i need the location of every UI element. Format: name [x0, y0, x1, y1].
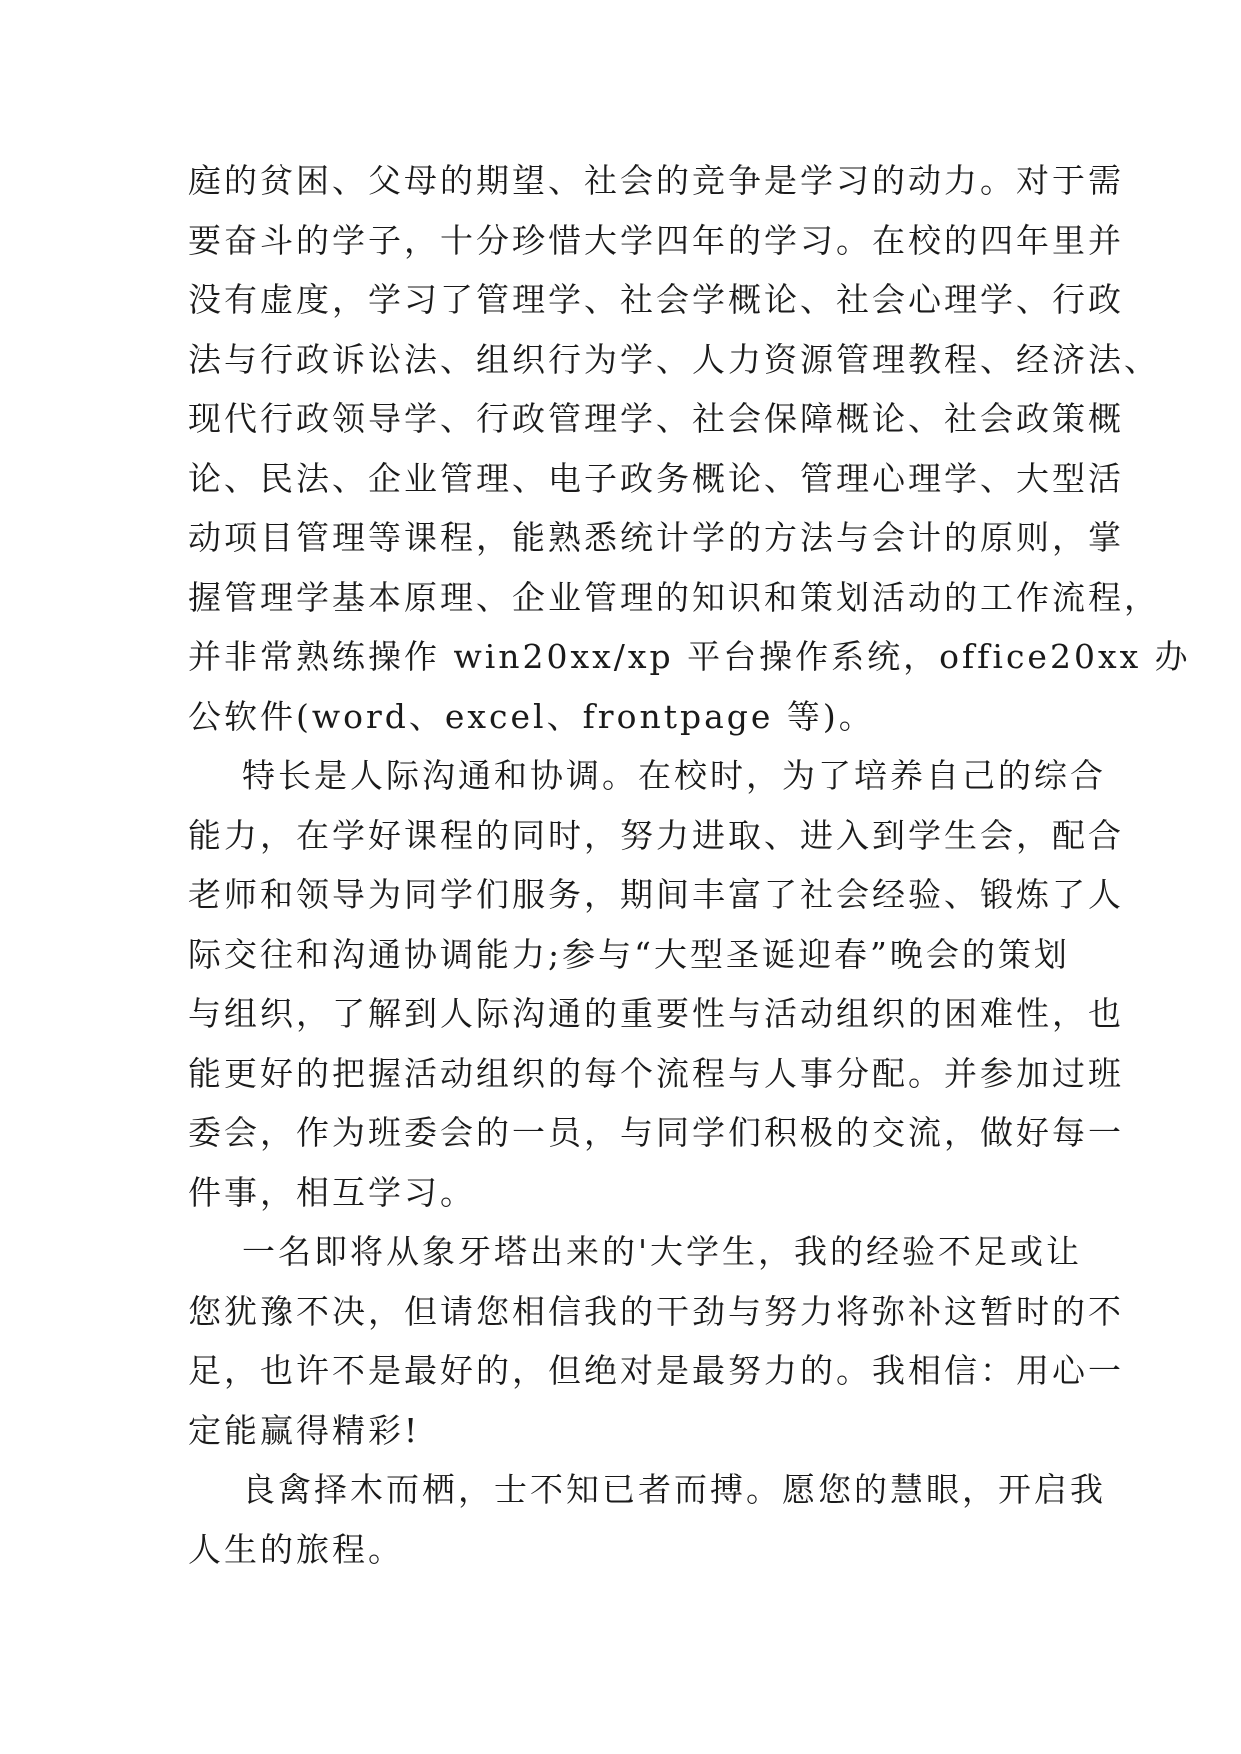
text-line: 您犹豫不决，但请您相信我的干劲与努力将弥补这暂时的不: [188, 1291, 1124, 1331]
text-line: 能力，在学好课程的同时，努力进取、进入到学生会，配合: [188, 815, 1124, 855]
text-line: 法与行政诉讼法、组织行为学、人力资源管理教程、经济法、: [188, 339, 1160, 379]
text-line: 庭的贫困、父母的期望、社会的竞争是学习的动力。对于需: [188, 161, 1124, 200]
text-line: 特长是人际沟通和协调。在校时，为了培养自己的综合: [188, 756, 1106, 795]
text-line: 一名即将从象牙塔出来的'大学生，我的经验不足或让: [188, 1232, 1083, 1271]
text-line: 定能赢得精彩!: [188, 1410, 421, 1450]
text-line: 动项目管理等课程，能熟悉统计学的方法与会计的原则，掌: [188, 518, 1124, 557]
text-line: 要奋斗的学子，十分珍惜大学四年的学习。在校的四年里并: [188, 220, 1124, 260]
text-line: 足，也许不是最好的，但绝对是最努力的。我相信：用心一: [188, 1351, 1124, 1390]
text-line: 没有虚度，学习了管理学、社会学概论、社会心理学、行政: [188, 280, 1124, 319]
text-line: 际交往和沟通协调能力;参与“大型圣诞迎春”晚会的策划: [188, 934, 1070, 974]
text-line: 良禽择木而栖，士不知已者而搏。愿您的慧眼，开启我: [188, 1470, 1106, 1509]
document-body: [188, 151, 1191, 1579]
text-line: 老师和领导为同学们服务，期间丰富了社会经验、锻炼了人: [188, 875, 1124, 914]
text-line: 现代行政领导学、行政管理学、社会保障概论、社会政策概: [188, 399, 1124, 438]
text-line: 件事，相互学习。: [188, 1172, 476, 1212]
text-line: 论、民法、企业管理、电子政务概论、管理心理学、大型活: [188, 458, 1124, 498]
text-line: 能更好的把握活动组织的每个流程与人事分配。并参加过班: [188, 1053, 1124, 1093]
text-line: 人生的旅程。: [188, 1529, 404, 1569]
text-line: 并非常熟练操作 win20xx/xp 平台操作系统，office20xx 办: [188, 637, 1191, 676]
text-line: 与组织，了解到人际沟通的重要性与活动组织的困难性，也: [188, 994, 1124, 1033]
text-line: 委会，作为班委会的一员，与同学们积极的交流，做好每一: [188, 1113, 1124, 1152]
text-line: 公软件(word、excel、frontpage 等)。: [188, 696, 875, 736]
text-line: 握管理学基本原理、企业管理的知识和策划活动的工作流程，: [188, 577, 1160, 617]
